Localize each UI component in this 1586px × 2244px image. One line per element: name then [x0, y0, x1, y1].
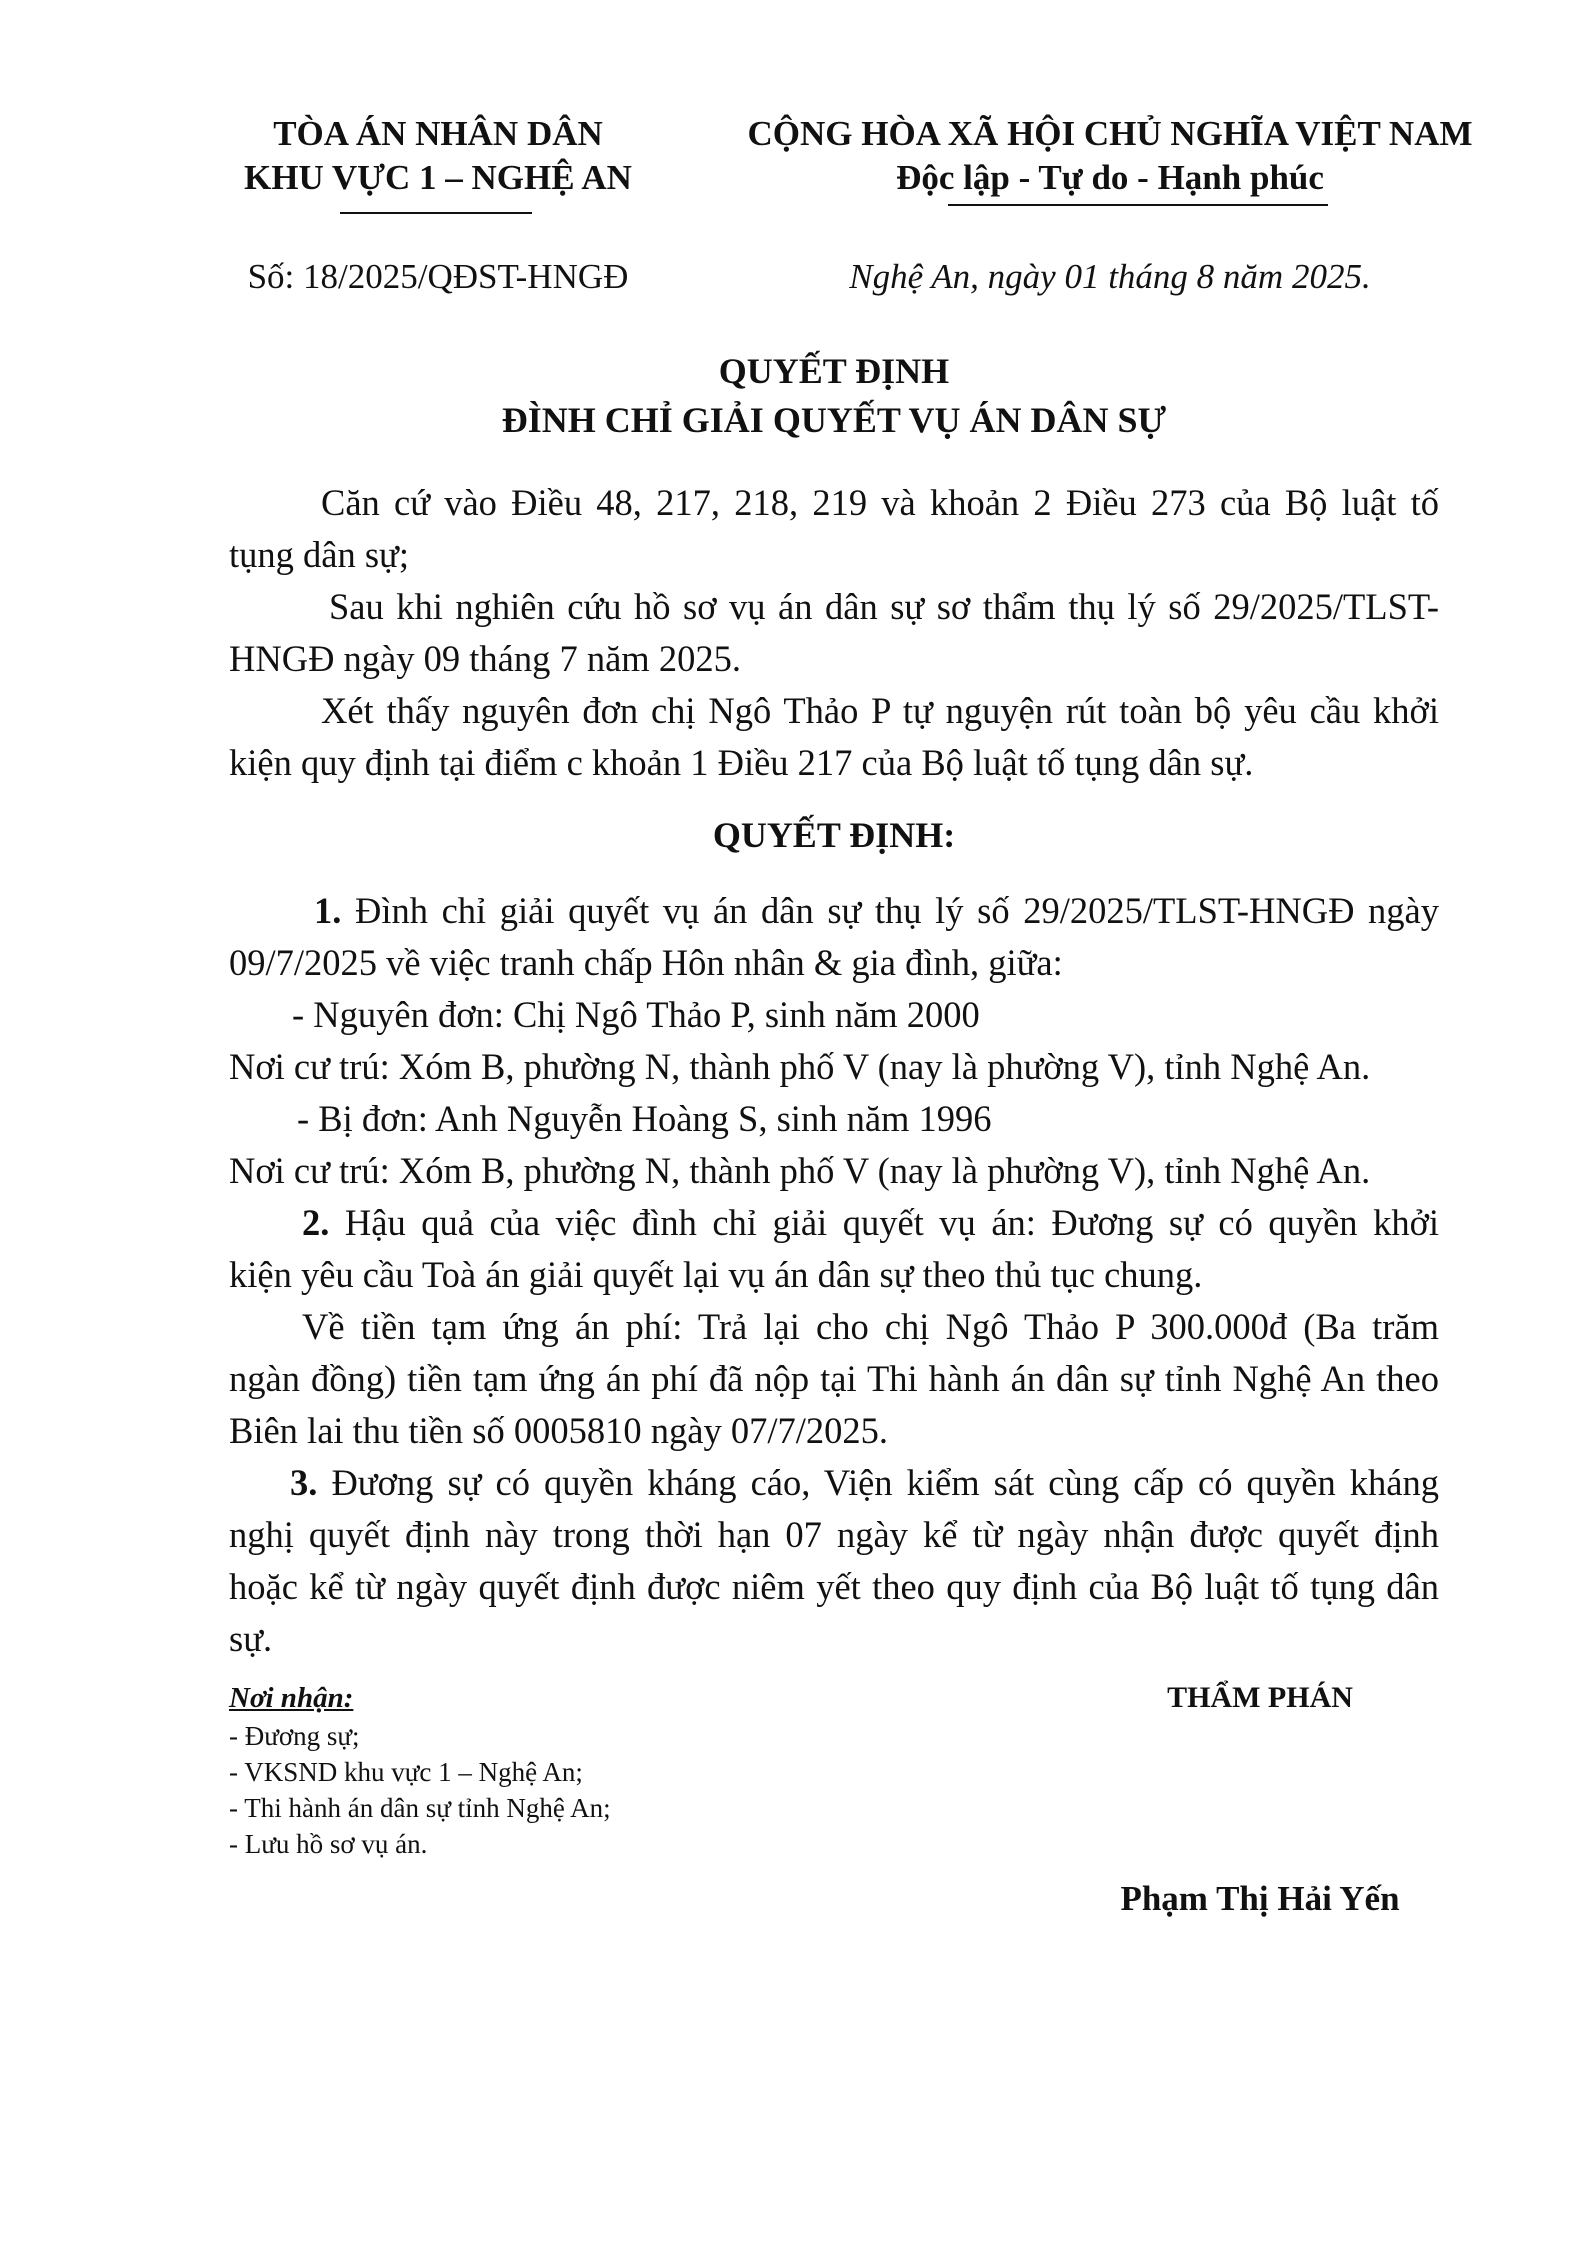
recipient-item: - VKSND khu vực 1 – Nghệ An; [229, 1757, 583, 1787]
motto-underline [948, 204, 1328, 206]
document-number: Số: 18/2025/QĐST-HNGĐ [247, 257, 629, 296]
court-underline [340, 212, 532, 214]
preamble-3-line-2: kiện quy định tại điểm c khoản 1 Điều 217 của Bộ luật tố tụng dân sự. [229, 742, 1254, 783]
recipient-item: - Lưu hồ sơ vụ án. [229, 1829, 428, 1859]
recipient-item: - Thi hành án dân sự tỉnh Nghệ An; [229, 1793, 611, 1823]
decision-heading: QUYẾT ĐỊNH: [712, 815, 956, 855]
fee-line-2: ngàn đồng) tiền tạm ứng án phí đã nộp tại Thi hành án dân sự tỉnh Nghệ An theo [229, 1358, 1439, 1399]
title-line-2: ĐÌNH CHỈ GIẢI QUYẾT VỤ ÁN DÂN SỰ [501, 400, 1167, 440]
defendant-address: Nơi cư trú: Xóm B, phường N, thành phố V (nay là phường V), tỉnh Nghệ An. [229, 1150, 1371, 1191]
place-date: Nghệ An, ngày 01 tháng 8 năm 2025. [849, 257, 1371, 296]
nation-line-2: Độc lập - Tự do - Hạnh phúc [896, 158, 1324, 197]
signer-role: THẨM PHÁN [1167, 1681, 1353, 1714]
defendant: - Bị đơn: Anh Nguyễn Hoàng S, sinh năm 1996 [297, 1098, 992, 1139]
signer-name: Phạm Thị Hải Yến [1120, 1879, 1400, 1918]
recipients-block [229, 1678, 611, 1862]
decision-item-2-line-1 [302, 1198, 1439, 1248]
court-name [188, 112, 688, 200]
item-3-text: Đương sự có quyền kháng cáo, Viện kiểm sát cùng cấp có quyền kháng [331, 1462, 1440, 1503]
preamble-1-line-1: Căn cứ vào Điều 48, 217, 218, 219 và khoản 2 Điều 273 của Bộ luật tố [321, 482, 1439, 523]
item-2-text: Hậu quả của việc đình chỉ giải quyết vụ án: Đương sự có quyền khởi [344, 1202, 1440, 1243]
decision-item-3-line-3: hoặc kể từ ngày quyết định được niêm yết theo quy định của Bộ luật tố tụng dân [229, 1566, 1439, 1607]
preamble-2-line-1: Sau khi nghiên cứu hồ sơ vụ án dân sự sơ thẩm thụ lý số 29/2025/TLST- [329, 586, 1439, 627]
plaintiff: - Nguyên đơn: Chị Ngô Thảo P, sinh năm 2000 [292, 994, 980, 1035]
decision-item-3-line-2: nghị quyết định này trong thời hạn 07 ngày kể từ ngày nhận được quyết định [229, 1514, 1439, 1555]
item-2-number: 2. [302, 1202, 330, 1243]
decision-item-3-line-1 [290, 1458, 1439, 1508]
court-line-2: KHU VỰC 1 – NGHỆ AN [244, 158, 632, 197]
court-line-1: TÒA ÁN NHÂN DÂN [273, 114, 603, 153]
item-1-text: Đình chỉ giải quyết vụ án dân sự thụ lý số 29/2025/TLST-HNGĐ ngày [354, 890, 1439, 931]
preamble-1-line-2: tụng dân sự; [229, 534, 409, 575]
nation-line-1: CỘNG HÒA XÃ HỘI CHỦ NGHĨA VIỆT NAM [747, 114, 1473, 153]
item-1-number: 1. [314, 890, 342, 931]
title-line-1: QUYẾT ĐỊNH [718, 351, 950, 391]
decision-item-1-line-2: 09/7/2025 về việc tranh chấp Hôn nhân & gia đình, giữa: [229, 942, 1063, 983]
fee-line-1: Về tiền tạm ứng án phí: Trả lại cho chị Ngô Thảo P 300.000đ (Ba trăm [302, 1306, 1439, 1347]
plaintiff-address: Nơi cư trú: Xóm B, phường N, thành phố V (nay là phường V), tỉnh Nghệ An. [229, 1046, 1371, 1087]
preamble-3-line-1: Xét thấy nguyên đơn chị Ngô Thảo P tự nguyện rút toàn bộ yêu cầu khởi [321, 690, 1439, 731]
decision-item-2-line-2: kiện yêu cầu Toà án giải quyết lại vụ án dân sự theo thủ tục chung. [229, 1254, 1203, 1295]
preamble-2-line-2: HNGĐ ngày 09 tháng 7 năm 2025. [229, 638, 741, 679]
fee-line-3: Biên lai thu tiền số 0005810 ngày 07/7/2025. [229, 1410, 888, 1451]
recipients-heading: Nơi nhận: [229, 1682, 354, 1714]
recipient-item: - Đương sự; [229, 1721, 360, 1751]
item-3-number: 3. [290, 1462, 318, 1503]
national-motto [740, 112, 1480, 200]
decision-item-3-line-4: sự. [229, 1618, 273, 1659]
decision-item-1-line-1 [314, 886, 1439, 936]
